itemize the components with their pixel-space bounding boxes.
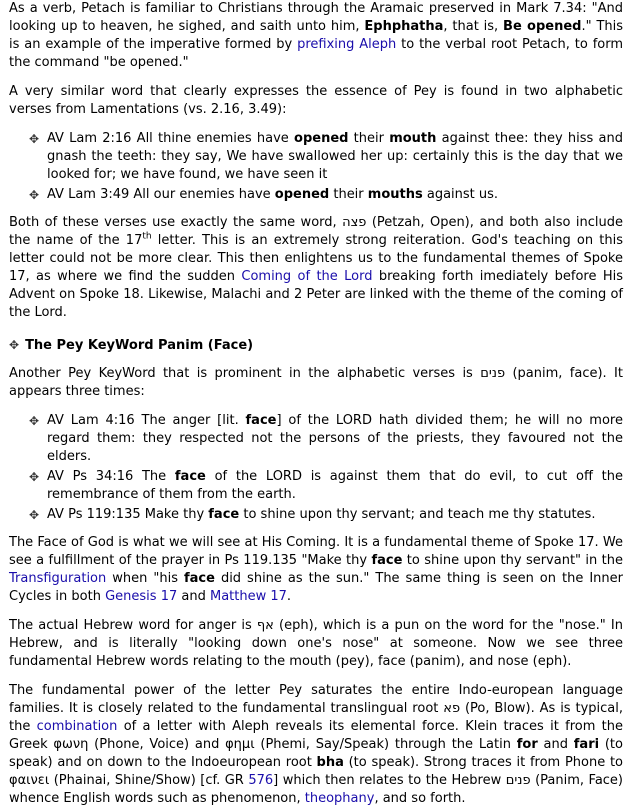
text: of the LORD is against them that do evil, to cut off the remembrance of them from the earth. <box>47 469 623 502</box>
text: AV Lam 3:49 All our enemies have <box>47 187 275 202</box>
text: did shine as the sun." The same thing is seen on the Inner Cycles in both <box>9 571 624 604</box>
text: of a letter with Aleph reveals its elemental force. Klein traces it from the Greek φωνη (Phone, Voice) and φημι (Phemi, Say/Speak) through the Latin <box>9 719 624 752</box>
paragraph-lamentations-intro: A very similar word that clearly expresses the essence of Pey is found in two alphabetic verses from Lamentations (vs. 2.16, 3.49): <box>9 84 623 117</box>
hebrew-word: פצה <box>342 215 367 230</box>
text: when "his <box>106 571 184 586</box>
text: . <box>286 589 292 604</box>
bold-word: face <box>183 571 215 586</box>
bold-word: mouth <box>389 131 437 146</box>
text: (eph), which is a pun on the word for the "nose." In Hebrew, and is literally "looking down one's nose" at someone. Now we see three fundamental Hebrew words relating to the mouth (pey), face (panim), and nose (eph). <box>9 618 623 669</box>
text: ] which then relates to the Hebrew <box>273 773 506 788</box>
text: AV Lam 2:16 All thine enemies have <box>47 131 295 146</box>
hebrew-word: פנים <box>505 773 531 788</box>
text: (Petzah, Open), and both also include the name of the 17 <box>9 215 623 248</box>
text: The fundamental power of the letter Pey saturates the entire Indo-european language families. It is closely related to the fundamental translingual root <box>9 683 623 716</box>
paragraph-panim-intro <box>9 365 623 401</box>
link-prefixing-aleph[interactable]: prefixing Aleph <box>297 37 397 52</box>
link-gr-576[interactable]: 576 <box>248 773 274 788</box>
heading-text: The Pey KeyWord Panim (Face) <box>25 338 254 353</box>
text: The Face of God is what we will see at His Coming. It is a fundamental theme of Spoke 17. We see a fulfillment of the prayer in Ps 119.135 "Make thy <box>9 535 623 568</box>
verse-item <box>29 186 623 204</box>
bullet-icon: ✥ <box>29 508 40 522</box>
paragraph-petzah <box>9 214 623 322</box>
bold-word: face <box>371 553 403 568</box>
bullet-icon: ✥ <box>9 338 20 352</box>
link-transfiguration[interactable]: Transfiguration <box>9 571 107 586</box>
bold-word: face <box>245 413 277 428</box>
text: ." This is an example of the imperative formed by <box>9 19 624 52</box>
verse-item <box>29 130 623 184</box>
paragraph-ephphatha <box>9 0 623 72</box>
text: letter. This is an extremely strong reiteration. God's teaching on this letter could not be more clear. This then enlightens us to the fundamental themes of Spoke 17, as where we find the sudden <box>9 233 623 284</box>
link-matthew-17[interactable]: Matthew 17 <box>209 589 287 604</box>
text: and <box>177 589 210 604</box>
text: AV Ps 119:135 Make thy <box>47 507 209 522</box>
bullet-icon: ✥ <box>29 188 40 202</box>
bold-ephphatha: Ephphatha <box>364 19 444 34</box>
text: against us. <box>422 187 499 202</box>
bold-word: face <box>174 469 206 484</box>
verse-list-face <box>9 412 623 524</box>
superscript: th <box>142 231 152 242</box>
section-heading <box>9 336 623 355</box>
bold-word: opened <box>294 131 349 146</box>
bold-word: opened <box>274 187 330 202</box>
bullet-icon: ✥ <box>29 414 40 428</box>
text: against thee: they hiss and gnash the teeth: they say, We have swallowed her up: certainly this is the day that we looked for; we have found, we have seen it <box>47 131 623 182</box>
text: to shine upon thy servant; and teach me thy statutes. <box>239 507 596 522</box>
text: The actual Hebrew word for anger is <box>9 618 257 633</box>
text: ] of the LORD hath divided them; he will no more regard them: they respected not the persons of the priests, they favoured not the elders. <box>47 413 623 464</box>
link-theophany[interactable]: theophany <box>304 791 375 806</box>
text: their <box>329 187 368 202</box>
hebrew-word: פנים <box>480 366 506 381</box>
bold-word: for <box>516 737 538 752</box>
text: and <box>537 737 574 752</box>
paragraph-face-of-god <box>9 534 623 606</box>
text: their <box>348 131 390 146</box>
bullet-icon: ✥ <box>29 470 40 484</box>
verse-list-opened <box>9 130 623 204</box>
link-genesis-17[interactable]: Genesis 17 <box>105 589 178 604</box>
bold-word: face <box>208 507 240 522</box>
paragraph-anger <box>9 617 623 671</box>
verse-item <box>29 412 623 466</box>
text: AV Ps 34:16 The <box>47 469 175 484</box>
text: Both of these verses use exactly the same word, <box>9 215 343 230</box>
hebrew-word: פא <box>443 701 461 716</box>
text: (panim, face). It appears three times: <box>9 366 623 399</box>
text: , that is, <box>443 19 504 34</box>
text: (Panim, Face) whence English words such as phenomenon, <box>9 773 624 806</box>
text: As a verb, Petach is familiar to Christians through the Aramaic preserved in Mark 7.34: "And looking up to heaven, he sighed, and saith unto him, <box>9 1 623 34</box>
text: (Po, Blow). As is typical, the <box>9 701 623 734</box>
text: breaking forth imediately before His Advent on Spoke 18. Likewise, Malachi and 2 Peter are linked with the theme of the coming of the Lord. <box>9 269 623 320</box>
bold-be-opened: Be opened <box>503 19 582 34</box>
text: , and so forth. <box>374 791 466 806</box>
link-combination[interactable]: combination <box>36 719 118 734</box>
text: to shine upon thy servant" in the <box>402 553 623 568</box>
verse-item <box>29 506 623 524</box>
text: (to speak) and on down to the Indoeuropean root <box>9 737 623 770</box>
bullet-icon: ✥ <box>29 132 40 146</box>
text: (to speak). Strong traces it from Phone to φαινει (Phainai, Shine/Show) [cf. GR <box>9 755 623 788</box>
text: AV Lam 4:16 The anger [lit. <box>47 413 246 428</box>
bold-word: fari <box>573 737 600 752</box>
text: Another Pey KeyWord that is prominent in the alphabetic verses is <box>9 366 481 381</box>
hebrew-word: אף <box>256 618 274 633</box>
link-coming-of-the-lord[interactable]: Coming of the Lord <box>241 269 373 284</box>
verse-item <box>29 468 623 504</box>
bold-word: mouths <box>367 187 423 202</box>
paragraph-indo-european <box>9 682 623 808</box>
bold-word: bha <box>316 755 344 770</box>
text: to the verbal root Petach, to form the command "be opened." <box>9 37 624 70</box>
